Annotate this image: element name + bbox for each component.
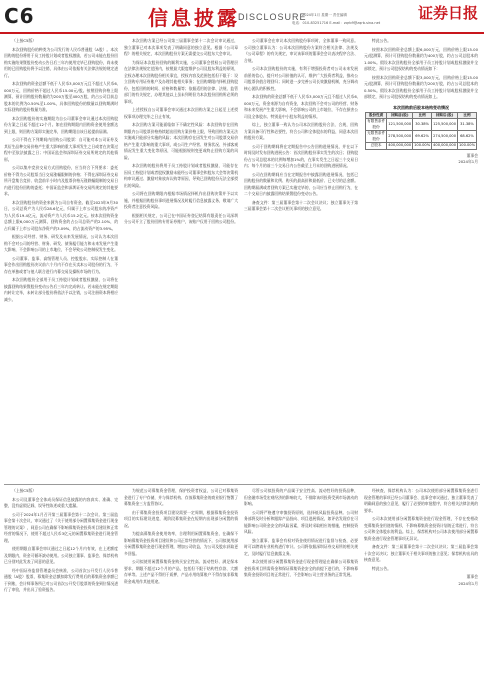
paragraph: 公司于回购期间将在定期报告中公告回购进展情况，并在以下时间及时发布回购进展公告：首次回购股份事实发生的次日；回购股份占公司总股本的比例每增加1%的，在事实发生之日起三个交易日内；每个月的前三个交易日内公告截至上月末的回购进展情况。 bbox=[244, 143, 358, 168]
article1-column-4-text bbox=[364, 38, 478, 101]
paragraph: 公司董事、监事、高级管理人员、控股股东、实际控制人在董事会作出回购股份决议前六个月内不存在买卖本公司股份的行为，不存在单独或者与他人联合进行内幕交易及操纵市场的行为。 bbox=[4, 255, 118, 274]
masthead bbox=[0, 0, 484, 34]
issue-meta: 2024年1月 星期一 责任编辑 bbox=[302, 13, 347, 17]
paragraph: 公司以集中竞价交易方式回购股份，应当符合下列要求：委托价格不得为公司股票当日交易涨幅限制的价格；不得在深圳证券交易所开盘集合竞价、收盘前半小时内及股票价格无涨跌幅限制的交易日内进行股份回购的委托；中国证监会和深圳证券交易所规定的其他要求。 bbox=[4, 165, 118, 196]
paragraph: 公司在回购期间应当在定期报告中披露回购进展情况，包括已回购股份的数量和比例、购买的最高价和最低价、已支付的总金额。回购期届满或者回购方案已实施完毕的，公司应当停止回购行为，在二个交易日内披露回购结果暨股份变动公告。 bbox=[244, 171, 358, 196]
table-cell: 100.00% bbox=[459, 143, 475, 147]
article2-column-1 bbox=[4, 488, 118, 694]
announcement-article-1 bbox=[4, 38, 480, 482]
paragraph: 由于募集资金投资项目建设需要一定周期，根据募集资金投资项目的实际建设进度，现阶段募集资金在短期内出现部分闲置的情况。 bbox=[124, 509, 238, 528]
paragraph: 本次回购方案已经公司第三届董事会第十二次会议审议通过，独立董事已对本次事项发表了明确同意的独立意见。根据《公司章程》的相关规定，本次回购股份方案无需提交公司股东大会审议。 bbox=[124, 38, 238, 56]
table-row bbox=[366, 131, 477, 143]
table-cell: 68.62% bbox=[458, 131, 477, 143]
article1-column-4 bbox=[364, 38, 478, 482]
paragraph: 独立董事、监事会有权对资金使用情况进行监督与检查，必要时可以聘请专业机构进行审计。公司将依据深圳证券交易所的相关规定，及时履行信息披露义务。 bbox=[244, 537, 358, 556]
article1-column-3 bbox=[244, 38, 358, 482]
paragraph: 公司本次回购股份的实施，有利于增强投资者对公司未来发展前景的信心，提升对公司价值的认可，维护广大投资者利益，推动公司股票价值合理回归；同时进一步完善公司长效激励机制，充分调动核心团队的积极性。 bbox=[244, 66, 358, 91]
paragraph: 根据公司经营、财务、研发及未来发展情况，公司认为本次回购不会对公司的经营、财务、研发、债务履行能力和未来发展产生重大影响，不会影响公司的上市地位，不会导致公司控制权发生变化。 bbox=[4, 234, 118, 252]
paragraph: （上接C5版） bbox=[12, 38, 37, 43]
paragraph: 为保证本次股份回购的顺利实施，公司董事会授权公司管理层在法律法规规定范围内，按照最大限度维护公司及股东利益的原则，全权办理本次回购股份相关事宜，授权内容及范围包括但不限于：设立回购专用证券账户及办理其他相关事务；在回购期限内择机回购股份，包括回购的时间、价格和数量等；依据适用的法律、法规、监管部门的有关规定，办理其他以上虽未列明但为本次股份回购所必须的事项。 bbox=[124, 59, 238, 104]
table-cell: 31.38% bbox=[458, 119, 477, 131]
section-title: 信息披露 bbox=[148, 6, 240, 30]
table-cell: 121,500,000 bbox=[387, 119, 413, 131]
article1-signature: 董事会 2024年1月 bbox=[458, 152, 478, 164]
paragraph: 使用期限自董事会审议通过之日起12个月内有效，在上述额度及期限内，资金可循环滚动使用。公司独立董事、监事会、保荐机构已分别对此发表了同意的意见。 bbox=[4, 546, 118, 564]
table-header-cell: 回购前(股) bbox=[387, 112, 413, 119]
table-cell: 69.62% bbox=[413, 131, 432, 143]
table-cell: 总股本 bbox=[366, 143, 387, 150]
paragraph: 公司不得在下列期间内回购公司股票：自可能对本公司证券及其衍生品种交易价格产生重大影响的重大事项发生之日或者在决策过程中至依法披露之日；中国证监会和深圳证券交易所规定的其他情形。 bbox=[4, 137, 118, 162]
announcement-article-2 bbox=[4, 488, 480, 694]
paragraph: （上接C5版） bbox=[12, 488, 37, 493]
paragraph: 为提高募集资金使用效率，合理利用闲置募集资金，在确保不影响募集资金投资项目建设和公司正常经营的情况下，公司拟使用部分闲置募集资金进行现金管理，增加公司收益，为公司及股东获取更多回报。 bbox=[124, 531, 238, 556]
paragraph: 特此公告。 bbox=[372, 38, 391, 43]
paragraph: 本次回购的资金总额不低于人民币3,000万元且不超过人民币6,000万元，回购价格不超过人民币15.00元/股。按照回购价格上限测算，预计回购股份数量约为200万股至400万股，约占公司目前总股本的比例为0.50%至1.00%，具体回购股份的数量以回购期满时实际回购的股份数量为准。 bbox=[4, 81, 118, 112]
paragraph: 尽管公司拟投资的产品属于安全性高、流动性好的投资品种，但金融市场受宏观经济的影响较大，不排除该项投资受到市场波动的影响。 bbox=[244, 488, 358, 506]
paragraph: 本次回购方案可能面临如下不确定性风险：本次回购存在回购期限内公司股票价格持续超出回购方案价格上限，导致回购方案无法实施或只能部分实施的风险；本次回购存在因发生对公司股票交易价格产生重大影响的重大事项，或公司生产经营、财务状况、外部客观情况发生重大变化等原因，可能根据规则变更或终止回购方案的风险。 bbox=[124, 122, 238, 160]
paragraph: 公司将严格遵守审慎投资原则，选择低风险投资品种。公司财务部将及时分析和跟踪产品投向、项目进展情况，如评估发现存在可能影响公司资金安全的风险因素，将及时采取相应的措施，控制投资风险。 bbox=[244, 509, 358, 534]
article2-column-3 bbox=[244, 488, 358, 694]
paragraph: 经核查，保荐机构认为：公司本次使用部分闲置募集资金进行现金管理的事项已经公司董事会、监事会审议通过，独立董事发表了明确同意的独立意见，履行了必要的审批程序，符合相关法律法规的要求。 bbox=[364, 488, 478, 513]
paragraph: 备查文件：第三届董事会第十二次会议决议；第三届监事会第十次会议决议；独立董事关于相关事项的独立意见；保荐机构出具的核查意见。 bbox=[364, 544, 478, 562]
table-cell: 125,500,000 bbox=[432, 119, 458, 131]
page-number: C6 bbox=[4, 4, 35, 28]
table-cell: 400,000,000 bbox=[433, 143, 456, 147]
paragraph: 公司董事会在审议本次回购股份事项时，全体董事一致同意。公司独立董事认为：公司本次回购股份方案符合相关法律、法规及《公司章程》的有关规定，审议该事项的董事会会议表决程序合法、合规。 bbox=[244, 38, 358, 63]
table-header-cell: 回购后(股) bbox=[432, 112, 458, 119]
paragraph: 按照本次回购资金总额下限3,000万元，回购价格上限15.00元/股测算，预计可回购股份数量约为200万股，约占公司总股本的0.50%。假设本次回购股份全部用于员工持股计划或股权激励并全部锁定，预计公司股权结构的变动情况如上。 bbox=[364, 74, 478, 99]
paragraph: 本次回购股份的种类为公司发行的人民币普通股（A股）。本次回购的股份将用于员工持股计划或者股权激励，若公司未能在股份回购实施结果暨股份变动公告日后三年内使用完毕已回购股份，尚未使用的已回购股份将予以注销，具体由公司依据有关法律法规的规定进行。 bbox=[4, 46, 118, 78]
paragraph: 公司本次使用部分闲置募集资金进行现金管理，不存在变相改变募集资金用途的情形，不影响募集资金投资计划的正常进行，符合公司和全体股东的利益。综上，保荐机构对公司本次使用部分闲置募集资金进行现金管理事项无异议。 bbox=[364, 516, 478, 541]
contact-meta: 电话：010-83251716 E-mail：zqrb9@zqrb.sina.net bbox=[292, 21, 381, 25]
table-cell: 274,500,000 bbox=[432, 131, 458, 143]
article1-column-2 bbox=[124, 38, 238, 482]
newspaper-logo: 证券日报 bbox=[418, 4, 479, 22]
table-row bbox=[366, 143, 477, 150]
table-header-cell: 股份性质 bbox=[366, 112, 387, 119]
paragraph: 上述授权自公司董事会审议通过本次回购方案之日起至上述授权事项办理完毕之日止有效。 bbox=[124, 107, 238, 119]
table-cell: 278,500,000 bbox=[387, 131, 413, 143]
table-cell: 400,000,000 bbox=[388, 143, 412, 147]
paragraph: 本次回购的股份将用于员工持股计划或者股权激励，可能存在因员工持股计划或者股权激励未能经公司董事会和股东大会等决策机构审议通过、激励对象放弃认购等原因，导致已回购股份无法全部授出的风险。 bbox=[124, 163, 238, 188]
table-header-cell: 比例 bbox=[413, 112, 432, 119]
article2-column-4 bbox=[364, 488, 478, 694]
article2-column-4-text bbox=[364, 488, 478, 572]
table-row bbox=[366, 119, 477, 131]
article1-column-1 bbox=[4, 38, 118, 482]
article-divider bbox=[4, 484, 480, 485]
paragraph: 本次回购股份的资金来源为公司自有资金。截至2023年9月30日，公司总资产为人民币28.6亿元，归属于上市公司股东的净资产为人民币19.4亿元，流动资产为人民币15.2亿元。按本次回购资金总额上限6,000万元测算，回购资金约占公司总资产的2.10%，约占归属于上市公司股东净资产的3.09%，约占流动资产的3.95%。 bbox=[4, 199, 118, 231]
article2-column-2 bbox=[124, 488, 238, 694]
table-cell: 有限售条件股份 bbox=[367, 119, 386, 129]
paragraph: 本次回购股份的实施期限为自公司董事会审议通过本次回购股份方案之日起不超过12个月。如在回购期限内回购资金使用金额达到上限，则回购方案即实施完毕，回购期限自该日起提前届满。 bbox=[4, 115, 118, 134]
paragraph: 经中国证券监督管理委员会核准，公司首次公开发行人民币普通股（A股）股票，募集资金总额扣除发行费用后的募集资金净额已于到账，会计师事务所已对公司首次公开发行股票的资金到位情况进行了审验，并出具了验资报告。 bbox=[4, 567, 118, 592]
paragraph: 为规范公司募集资金管理，保护投资者权益，公司已对募集资金进行了专户存储，并与保荐机构、存放募集资金的商业银行签署了募集资金三方监管协议。 bbox=[124, 488, 238, 506]
paragraph: 公司将在回购期限内根据市场情况择机作出回购决策并予以实施，并根据回购股份事项进展情况及时履行信息披露义务，敬请广大投资者注意投资风险。 bbox=[124, 191, 238, 209]
paragraph: 本公司及董事会全体成员保证信息披露的内容真实、准确、完整，没有虚假记载、误导性陈述或重大遗漏。 bbox=[4, 496, 118, 508]
paragraph: 本次回购股份全部用于员工持股计划或者股权激励，公司将在披露回购结果暨股份变动公告后三年内完成转让。若未能在规定期限内转让完毕，未转让部分股份将依法予以注销，公司注册资本将相应减少。 bbox=[4, 277, 118, 302]
paragraph: 公司于2024年1月召开第三届董事会第十二次会议、第三届监事会第十次会议，审议通过了《关于使用部分闲置募集资金进行现金管理的议案》，同意公司在确保不影响募集资金投资项目建设和正常经营的情况下，使用不超过人民币3亿元的闲置募集资金进行现金管理。 bbox=[4, 511, 118, 543]
table-cell: 无限售条件股份 bbox=[367, 131, 386, 141]
paragraph: 公司拟使用闲置募集资金购买安全性高、流动性好、满足保本要求、期限不超过12个月的产品，包括但不限于结构性存款、大额存单等。上述产品不得用于质押，产品专用结算账户不得存放非募集资金或用作其他用途。 bbox=[124, 559, 238, 584]
section-title-en: DISCLOSURE bbox=[238, 12, 307, 22]
paragraph: 特此公告。 bbox=[372, 565, 391, 571]
paragraph: 根据相关规定，公司已在中国证券登记结算有限责任公司深圳分公司开立了股份回购专用证券账户，该账户仅用于回购公司股份。 bbox=[124, 212, 238, 224]
share-structure-table-title: 本次回购前后股本结构变动情况 bbox=[393, 104, 449, 110]
share-structure-table bbox=[365, 112, 477, 150]
table-header-cell: 比例 bbox=[458, 112, 477, 119]
paragraph: 本次回购的资金总额不低于人民币3,000万元且不超过人民币6,000万元，资金来源为自有资金，本次回购不会对公司的经营、财务和未来发展产生重大影响，不会影响公司的上市地位，不存在损害公司及全体股东、特别是中小股东利益的情形。 bbox=[244, 94, 358, 119]
paragraph: 备查文件：第三届董事会第十二次会议决议；独立董事关于第三届董事会第十二次会议相关事项的独立意见。 bbox=[244, 199, 358, 211]
table-cell: 30.38% bbox=[413, 119, 432, 131]
table-cell: 100.00% bbox=[414, 143, 431, 147]
article2-signature: 董事会 2024年1月 bbox=[458, 574, 478, 586]
paragraph: 综上，独立董事一致认为公司本次回购股份合法、合规，回购方案具备可行性和必要性，符合公司和全体股东的利益，同意本次回购股份方案。 bbox=[244, 122, 358, 140]
paragraph: 按照本次回购资金总额上限6,000万元，回购价格上限15.00元/股测算，预计可回购股份数量约为400万股，约占公司总股本的1.00%。假设本次回购股份全部用于员工持股计划或股权激励并全部锁定，预计公司股权结构的变动情况如下： bbox=[364, 46, 478, 71]
paragraph: 本次使用部分闲置募集资金进行现金管理是在确保公司募集资金投资项目所需资金和保证募集资金安全的前提下进行的，不影响募集资金投资项目的正常进行，不会影响公司主营业务的正常发展。 bbox=[244, 559, 358, 577]
